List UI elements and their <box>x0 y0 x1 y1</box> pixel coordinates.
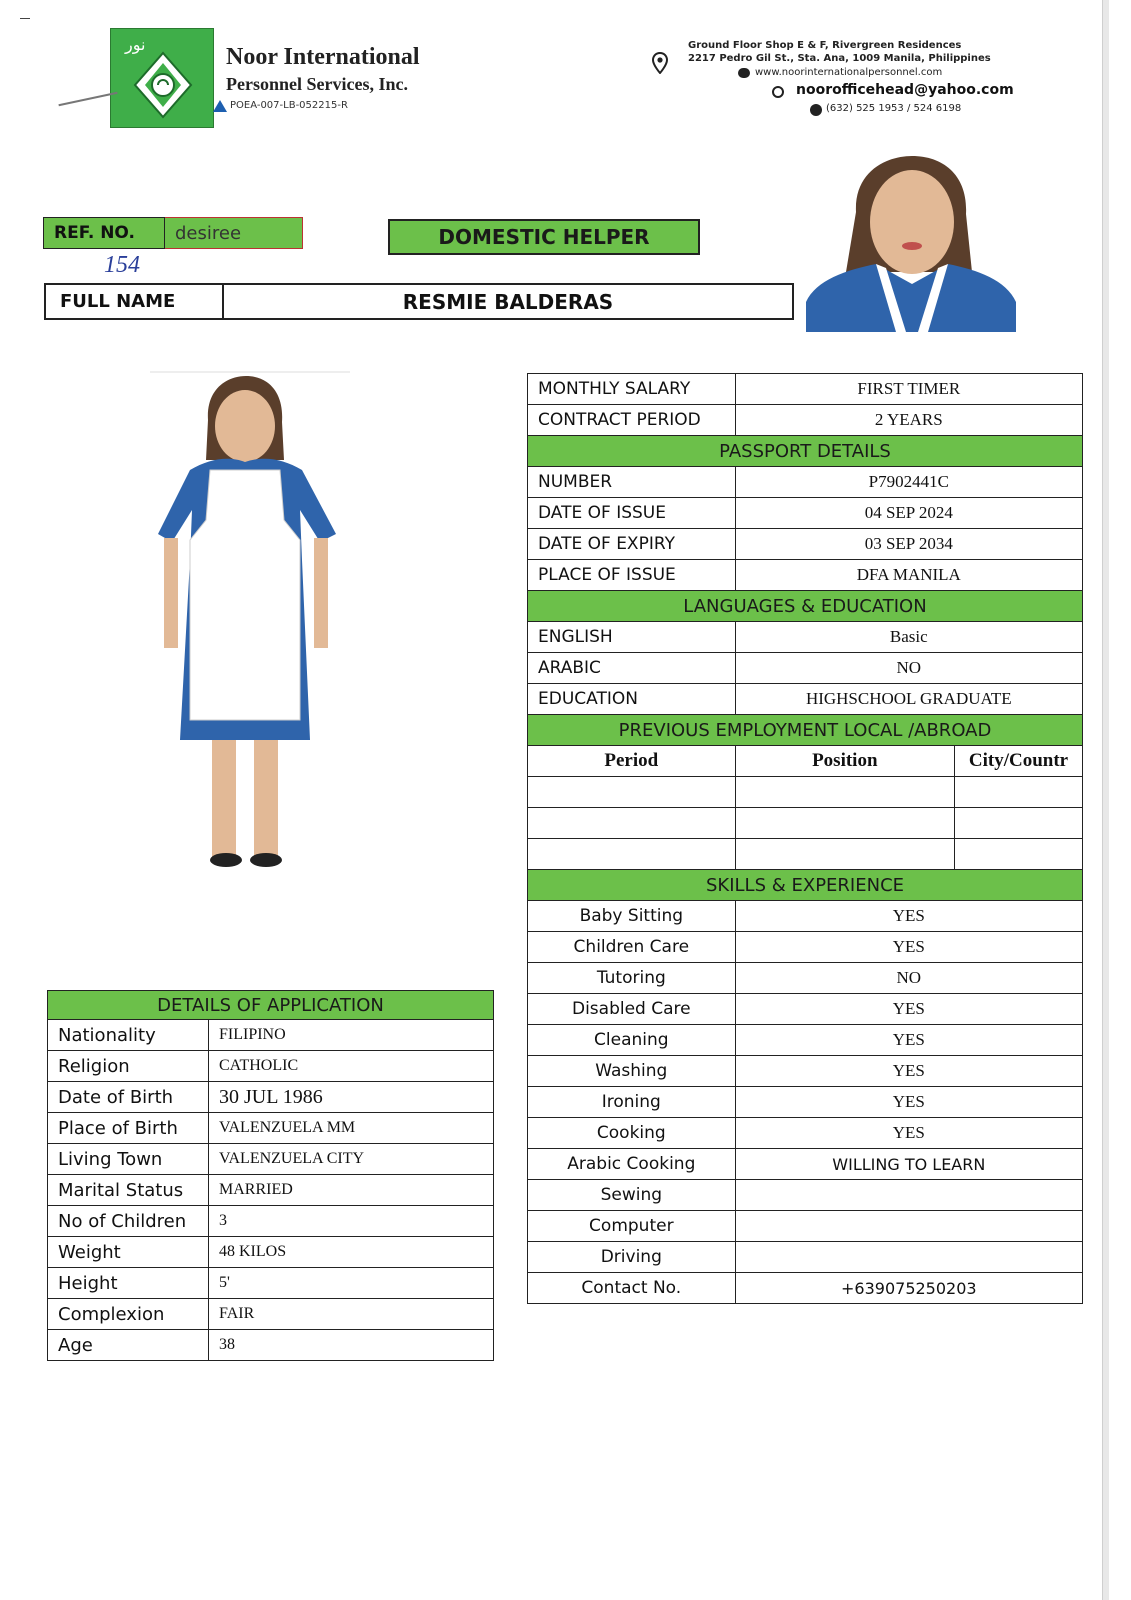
row-label: Complexion <box>48 1299 209 1330</box>
staple-mark <box>58 92 117 106</box>
logo-emblem-icon <box>131 49 195 121</box>
prev-empty-row <box>528 777 1083 808</box>
table-row <box>48 1113 494 1144</box>
table-row <box>528 1025 1083 1056</box>
table-row <box>528 622 1083 653</box>
row-label: Contact No. <box>528 1273 736 1304</box>
row-label: Height <box>48 1268 209 1299</box>
row-value: NO <box>735 963 1082 994</box>
full-name-value: RESMIE BALDERAS <box>223 284 793 319</box>
table-row <box>48 1144 494 1175</box>
passport-title: PASSPORT DETAILS <box>528 436 1083 467</box>
location-pin-icon <box>652 52 668 74</box>
table-row <box>528 653 1083 684</box>
email: noorofficehead@yahoo.com <box>796 82 1014 98</box>
table-row <box>528 560 1083 591</box>
portrait-photo <box>806 152 1032 332</box>
row-label: Marital Status <box>48 1175 209 1206</box>
row-label: Sewing <box>528 1180 736 1211</box>
row-value: VALENZUELA CITY <box>209 1144 494 1175</box>
row-value: MARRIED <box>209 1175 494 1206</box>
contract-value: 2 YEARS <box>735 405 1082 436</box>
table-row <box>48 1206 494 1237</box>
table-row <box>528 1087 1083 1118</box>
table-row <box>48 1051 494 1082</box>
right-table <box>527 373 1083 1304</box>
row-value <box>735 1180 1082 1211</box>
poea-license: POEA-007-LB-052215-R <box>230 100 348 111</box>
row-label: Driving <box>528 1242 736 1273</box>
row-label: Disabled Care <box>528 994 736 1025</box>
phone: (632) 525 1953 / 524 6198 <box>826 103 962 114</box>
table-row <box>528 1056 1083 1087</box>
row-value: FAIR <box>209 1299 494 1330</box>
application-title: DETAILS OF APPLICATION <box>48 991 494 1020</box>
ref-label: REF. NO. <box>44 218 165 249</box>
languages-title: LANGUAGES & EDUCATION <box>528 591 1083 622</box>
row-label: ENGLISH <box>528 622 736 653</box>
table-row <box>48 1268 494 1299</box>
row-label: Cooking <box>528 1118 736 1149</box>
phone-icon <box>810 104 822 116</box>
row-value: P7902441C <box>735 467 1082 498</box>
poea-triangle-icon <box>213 100 227 112</box>
contract-label: CONTRACT PERIOD <box>528 405 736 436</box>
row-label: Ironing <box>528 1087 736 1118</box>
table-row <box>528 684 1083 715</box>
row-value: FILIPINO <box>209 1020 494 1051</box>
table-row <box>528 467 1083 498</box>
row-label: Weight <box>48 1237 209 1268</box>
full-name-label: FULL NAME <box>45 284 223 319</box>
row-value: YES <box>735 1056 1082 1087</box>
table-row <box>48 1082 494 1113</box>
row-value: 38 <box>209 1330 494 1361</box>
table-row <box>528 994 1083 1025</box>
table-row <box>48 1237 494 1268</box>
table-row <box>528 1118 1083 1149</box>
row-value: DFA MANILA <box>735 560 1082 591</box>
table-row <box>48 1020 494 1051</box>
table-row <box>528 1211 1083 1242</box>
company-name: Noor International <box>226 44 420 70</box>
row-label: DATE OF EXPIRY <box>528 529 736 560</box>
table-row <box>528 1273 1083 1304</box>
salary-label: MONTHLY SALARY <box>528 374 736 405</box>
row-value: +639075250203 <box>735 1273 1082 1304</box>
row-label: DATE OF ISSUE <box>528 498 736 529</box>
row-label: NUMBER <box>528 467 736 498</box>
prev-header-city: City/Countr <box>955 746 1083 777</box>
row-label: Baby Sitting <box>528 901 736 932</box>
row-label: Date of Birth <box>48 1082 209 1113</box>
table-row <box>528 529 1083 560</box>
salary-value: FIRST TIMER <box>735 374 1082 405</box>
row-value: VALENZUELA MM <box>209 1113 494 1144</box>
table-row <box>528 1180 1083 1211</box>
full-body-photo <box>150 370 350 880</box>
website: www.noorinternationalpersonnel.com <box>755 67 943 78</box>
table-row <box>528 901 1083 932</box>
email-icon <box>772 86 784 98</box>
table-row <box>528 1149 1083 1180</box>
row-label: Washing <box>528 1056 736 1087</box>
row-value: YES <box>735 1025 1082 1056</box>
logo-arabic-text: نور <box>125 35 146 54</box>
table-row <box>528 932 1083 963</box>
globe-icon <box>738 68 750 78</box>
row-value: YES <box>735 901 1082 932</box>
row-value: 5' <box>209 1268 494 1299</box>
row-value: 30 JUL 1986 <box>209 1082 494 1113</box>
prev-header-period: Period <box>528 746 736 777</box>
row-label: Cleaning <box>528 1025 736 1056</box>
row-label: Nationality <box>48 1020 209 1051</box>
prev-empty-row <box>528 808 1083 839</box>
table-row <box>48 1175 494 1206</box>
row-label: Children Care <box>528 932 736 963</box>
row-label: Computer <box>528 1211 736 1242</box>
row-value <box>735 1242 1082 1273</box>
prev-empty-row <box>528 839 1083 870</box>
scan-mark <box>20 18 30 19</box>
row-value: 48 KILOS <box>209 1237 494 1268</box>
row-label: Tutoring <box>528 963 736 994</box>
row-value: YES <box>735 1087 1082 1118</box>
row-label: Religion <box>48 1051 209 1082</box>
full-name-table <box>44 283 794 320</box>
ref-table <box>43 217 303 249</box>
skills-title: SKILLS & EXPERIENCE <box>528 870 1083 901</box>
previous-employment-title: PREVIOUS EMPLOYMENT LOCAL /ABROAD <box>528 715 1083 746</box>
row-value: 04 SEP 2024 <box>735 498 1082 529</box>
table-row <box>48 1299 494 1330</box>
row-label: EDUCATION <box>528 684 736 715</box>
company-logo <box>110 28 214 128</box>
job-title: DOMESTIC HELPER <box>388 219 700 255</box>
address-line-2: 2217 Pedro Gil St., Sta. Ana, 1009 Manila, Philippines <box>688 53 991 64</box>
row-value: WILLING TO LEARN <box>735 1149 1082 1180</box>
address-line-1: Ground Floor Shop E & F, Rivergreen Residences <box>688 40 962 51</box>
row-value <box>735 1211 1082 1242</box>
scan-edge <box>1102 0 1109 1600</box>
row-label: PLACE OF ISSUE <box>528 560 736 591</box>
row-value: Basic <box>735 622 1082 653</box>
company-subtitle: Personnel Services, Inc. <box>226 74 408 94</box>
row-value: YES <box>735 932 1082 963</box>
table-row <box>528 963 1083 994</box>
row-value: CATHOLIC <box>209 1051 494 1082</box>
table-row <box>48 1330 494 1361</box>
table-row <box>528 498 1083 529</box>
row-value: 03 SEP 2034 <box>735 529 1082 560</box>
row-label: ARABIC <box>528 653 736 684</box>
row-label: Age <box>48 1330 209 1361</box>
row-value: NO <box>735 653 1082 684</box>
handwritten-ref: 154 <box>104 252 140 278</box>
application-table <box>47 990 494 1361</box>
prev-header-position: Position <box>735 746 954 777</box>
ref-value: desiree <box>165 218 303 249</box>
row-label: Living Town <box>48 1144 209 1175</box>
row-label: No of Children <box>48 1206 209 1237</box>
row-value: HIGHSCHOOL GRADUATE <box>735 684 1082 715</box>
row-value: YES <box>735 994 1082 1025</box>
table-row <box>528 1242 1083 1273</box>
row-label: Place of Birth <box>48 1113 209 1144</box>
row-value: 3 <box>209 1206 494 1237</box>
row-label: Arabic Cooking <box>528 1149 736 1180</box>
row-value: YES <box>735 1118 1082 1149</box>
